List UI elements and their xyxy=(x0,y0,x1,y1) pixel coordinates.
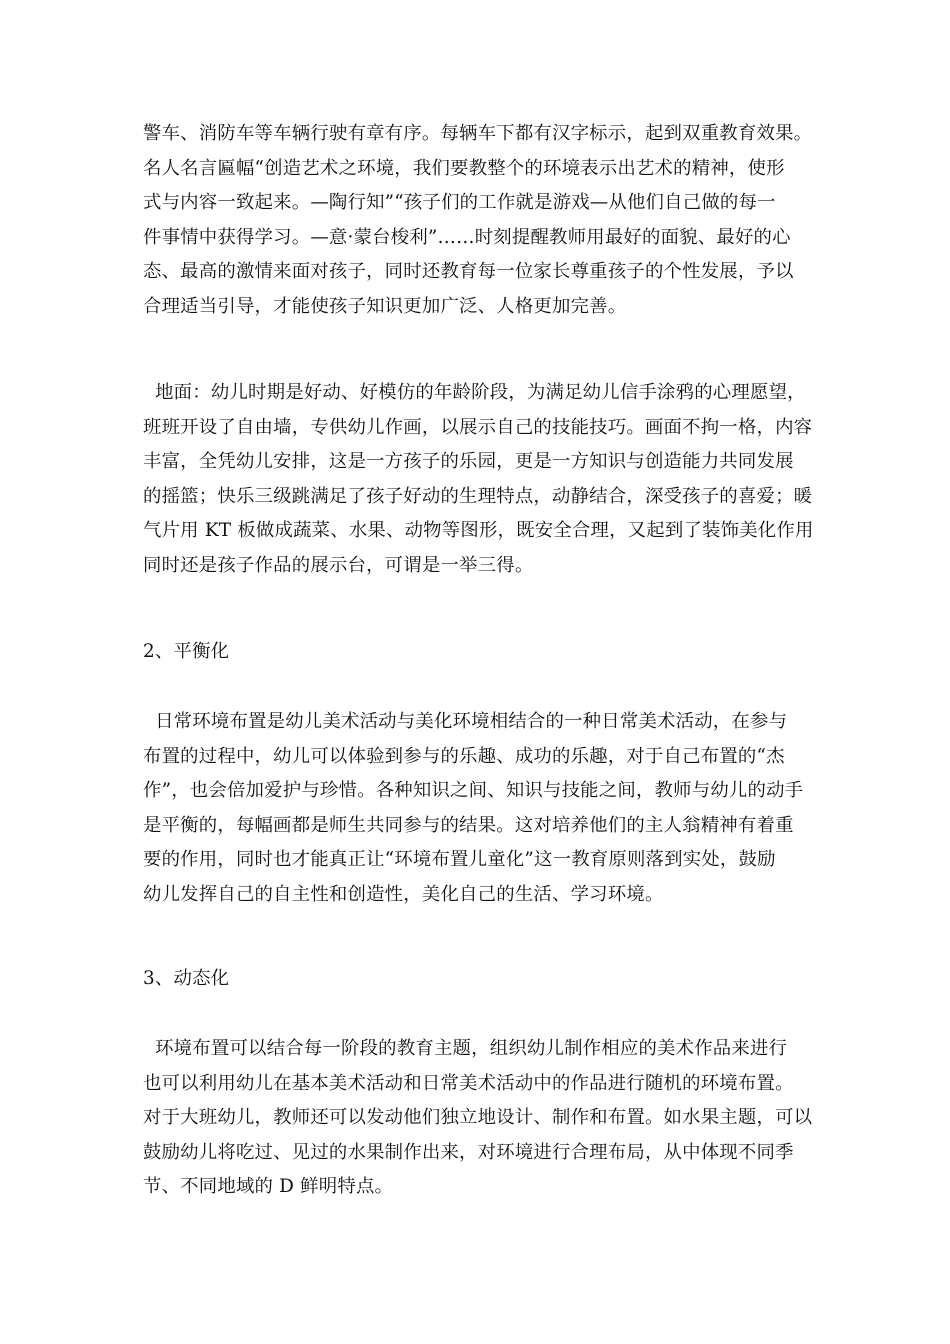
paragraph-line: 幼儿发挥自己的自主性和创造性，美化自己的生活、学习环境。 xyxy=(143,883,664,905)
paragraph-line: 是平衡的，每幅画都是师生共同参与的结果。这对培养他们的主人翁精神有着重 xyxy=(143,814,794,836)
section-heading-dynamic xyxy=(143,962,809,997)
paragraph-line: 合理适当引导，才能使孩子知识更加广泛、人格更加完善。 xyxy=(143,295,627,317)
paragraph-line: 布置的过程中，幼儿可以体验到参与的乐趣、成功的乐趣，对于自己布置的“杰 xyxy=(143,745,785,767)
paragraph-line: 同时还是孩子作品的展示台，可谓是一举三得。 xyxy=(143,554,534,576)
paragraph-line: 作”，也会倍加爱护与珍惜。各种知识之间、知识与技能之间，教师与幼儿的动手 xyxy=(143,780,804,801)
paragraph-line: 对于大班幼儿，教师还可以发动他们独立地设计、制作和布置。如水果主题，可以 xyxy=(143,1107,813,1128)
paragraph-line: 地面：幼儿时期是好动、好模仿的年龄阶段，为满足幼儿信手涂鸦的心理愿望， xyxy=(143,382,806,403)
section-heading: 3、动态化 xyxy=(143,968,230,989)
paragraph-line: 丰富，全凭幼儿安排，这是一方孩子的乐园，更是一方知识与创造能力共同发展 xyxy=(143,451,794,472)
paragraph-vehicles-and-quotes xyxy=(143,117,813,324)
paragraph-line: 件事情中获得学习。—意·蒙台梭利”……时刻提醒教师用最好的面貌、最好的心 xyxy=(143,226,791,248)
paragraph-line: 也可以利用幼儿在基本美术活动和日常美术活动中的作品进行随机的环境布置。 xyxy=(143,1072,794,1094)
paragraph-line: 环境布置可以结合每一阶段的教育主题，组织幼儿制作相应的美术作品来进行 xyxy=(143,1038,788,1059)
paragraph-line: 名人名言匾幅“创造艺术之环境，我们要教整个的环境表示出艺术的精神，使形 xyxy=(143,157,785,179)
paragraph-line: 警车、消防车等车辆行驶有章有序。每辆车下都有汉字标示，起到双重教育效果。 xyxy=(143,123,813,144)
paragraph-ground xyxy=(143,376,814,583)
section-heading: 2、平衡化 xyxy=(143,641,230,662)
paragraph-line: 式与内容一致起来。—陶行知”“孩子们的工作就是游戏—从他们自己做的每一 xyxy=(143,192,776,213)
paragraph-line: 气片用 KT 板做成蔬菜、水果、动物等图形，既安全合理，又起到了装饰美化作用 xyxy=(143,520,814,541)
paragraph-line: 鼓励幼儿将吃过、见过的水果制作出来，对环境进行合理布局，从中体现不同季 xyxy=(143,1141,794,1163)
paragraph-line: 态、最高的激情来面对孩子，同时还教育每一位家长尊重孩子的个性发展，予以 xyxy=(143,261,794,282)
paragraph-line: 的摇篮；快乐三级跳满足了孩子好动的生理特点，动静结合，深受孩子的喜爱；暖 xyxy=(143,485,813,507)
paragraph-line: 日常环境布置是幼儿美术活动与美化环境相结合的一种日常美术活动，在参与 xyxy=(143,711,788,732)
paragraph-daily-environment xyxy=(143,705,809,912)
paragraph-line: 要的作用，同时也才能真正让“环境布置儿童化”这一教育原则落到实处，鼓励 xyxy=(143,849,776,870)
section-heading-balance xyxy=(143,635,809,670)
paragraph-themes xyxy=(143,1032,813,1205)
paragraph-line: 班班开设了自由墙，专供幼儿作画，以展示自己的技能技巧。画面不拘一格，内容 xyxy=(143,416,813,438)
paragraph-line: 节、不同地域的 D 鲜明特点。 xyxy=(143,1176,394,1197)
